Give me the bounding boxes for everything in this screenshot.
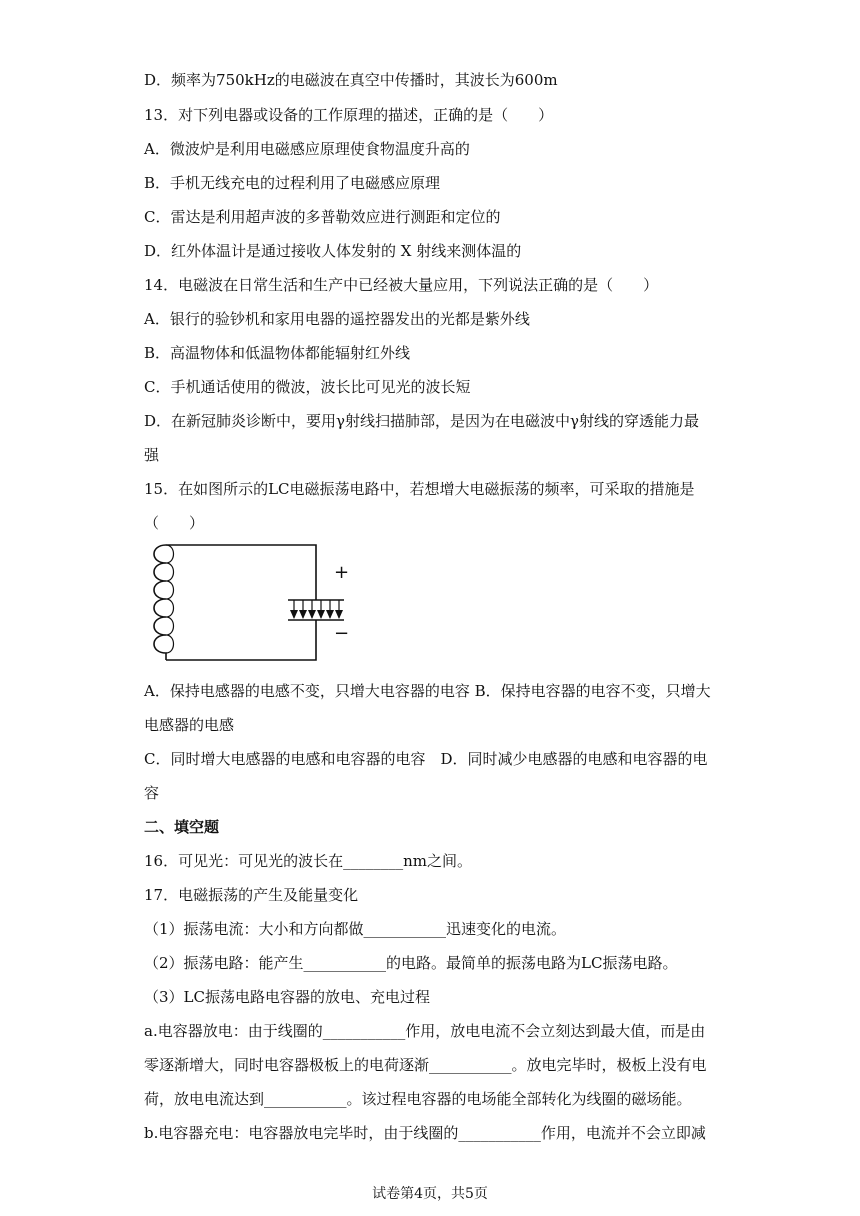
option-15-b-cont: 电感器的电感 [144,716,235,734]
option-15-a-b: A．保持电感器的电感不变，只增大电容器的电容 B．保持电容器的电容不变，只增大 [144,682,711,700]
inductor-coil [154,545,166,660]
question-17-charge-1: b.电容器充电：电容器放电完毕时，由于线圈的___________作用，电流并不会立即减 [144,1124,706,1142]
question-15-stem: 15．在如图所示的LC电磁振荡电路中，若想增大电磁振荡的频率，可采取的措施是 [144,480,695,498]
option-14-b: B．高温物体和低温物体都能辐射红外线 [144,344,411,362]
option-15-d-cont: 容 [144,784,160,802]
lc-circuit-diagram [148,540,358,670]
question-17-discharge-1: a.电容器放电：由于线圈的___________作用，放电电流不会立刻达到最大值，而是由 [144,1022,706,1040]
option-14-c: C．手机通话使用的微波，波长比可见光的波长短 [144,378,471,396]
option-14-d: D．在新冠肺炎诊断中，要用γ射线扫描肺部，是因为在电磁波中γ射线的穿透能力最 [144,412,699,430]
question-15-brackets: （ ） [144,514,205,532]
option-13-a: A．微波炉是利用电磁感应原理使食物温度升高的 [144,140,470,158]
question-17-part-2: （2）振荡电路：能产生___________的电路。最简单的振荡电路为LC振荡电路。 [144,954,678,972]
question-17-discharge-3: 荷，放电电流达到___________。该过程电容器的电场能全部转化为线圈的磁场能。 [144,1090,692,1108]
capacitor-minus-sign: − [334,623,350,644]
section-heading-fill-blank: 二、填空题 [144,818,220,836]
question-17-part-3: （3）LC振荡电路电容器的放电、充电过程 [144,988,430,1006]
option-13-b: B．手机无线充电的过程利用了电磁感应原理 [144,174,441,192]
question-16: 16．可见光：可见光的波长在________nm之间。 [144,852,472,870]
capacitor-plus-sign: + [334,562,350,583]
option-15-c-d: C．同时增大电感器的电感和电容器的电容 D．同时减少电感器的电感和电容器的电 [144,750,708,768]
circuit-wire-bottom [166,620,316,660]
electric-field-arrows [294,600,339,618]
question-17-discharge-2: 零逐渐增大，同时电容器极板上的电荷逐渐___________。放电完毕时，极板上没有电 [144,1056,707,1074]
option-12-d: D．频率为750kHz的电磁波在真空中传播时，其波长为600m [144,71,558,89]
circuit-wire-top [166,545,316,600]
option-14-d-cont: 强 [144,446,160,464]
question-17-stem: 17．电磁振荡的产生及能量变化 [144,886,359,904]
page-footer: 试卷第4页，共5页 [372,1186,488,1202]
question-13-stem: 13．对下列电器或设备的工作原理的描述，正确的是（ ） [144,106,554,124]
question-14-stem: 14．电磁波在日常生活和生产中已经被大量应用，下列说法正确的是（ ） [144,276,659,294]
question-17-part-1: （1）振荡电流：大小和方向都做___________迅速变化的电流。 [144,920,567,938]
option-14-a: A．银行的验钞机和家用电器的遥控器发出的光都是紫外线 [144,310,530,328]
option-13-d: D．红外体温计是通过接收人体发射的 X 射线来测体温的 [144,242,522,260]
option-13-c: C．雷达是利用超声波的多普勒效应进行测距和定位的 [144,208,501,226]
